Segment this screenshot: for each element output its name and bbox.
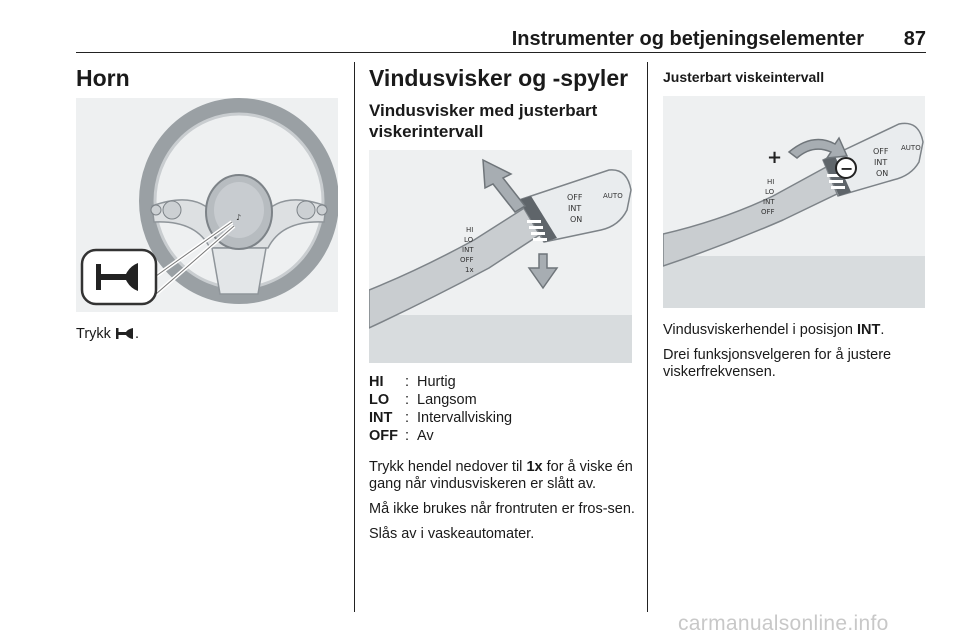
wipers-subheading: Vindusvisker med justerbart viskerintervall: [369, 101, 598, 141]
arrow-down-icon: [529, 254, 557, 288]
svg-text:ON: ON: [876, 169, 889, 178]
single-wipe-text: Trykk hendel nedover til 1x for å viske én gang når vindusviskeren er slått av.: [369, 459, 633, 492]
svg-text:INT: INT: [763, 198, 775, 206]
svg-text:♪: ♪: [236, 213, 242, 222]
svg-text:INT: INT: [874, 158, 888, 167]
svg-text:OFF: OFF: [761, 208, 775, 216]
arrow-up-icon: [483, 160, 525, 212]
interval-selector-illustration: [663, 96, 925, 308]
position-row: INT : Intervallvisking: [369, 410, 513, 426]
plus-sign: +: [767, 147, 783, 168]
horn-instruction: Trykk .: [76, 326, 139, 342]
svg-text:INT: INT: [568, 204, 582, 213]
car-wash-note: Slås av i vaskeautomater.: [369, 526, 535, 542]
svg-text:OFF: OFF: [873, 147, 889, 156]
svg-text:HI: HI: [466, 226, 474, 234]
svg-text:LO: LO: [765, 188, 775, 196]
adjust-frequency-text: Drei funksjonsvelgeren for å justere viskerfrekvensen.: [663, 347, 892, 380]
wiper-positions-list: [369, 373, 635, 445]
interval-subheading: Justerbart viskeintervall: [663, 69, 825, 85]
svg-text:LO: LO: [464, 236, 474, 244]
column-wipers: [369, 64, 635, 551]
wipers-heading: Vindusvisker og -spyler: [369, 65, 629, 91]
svg-text:AUTO: AUTO: [603, 192, 623, 200]
svg-text:INT: INT: [462, 246, 474, 254]
interval-selector-figure: [663, 96, 925, 308]
svg-text:ON: ON: [570, 215, 583, 224]
svg-text:1x: 1x: [465, 266, 474, 274]
frozen-windshield-warning: Må ikke brukes når frontruten er fros-sen.: [369, 501, 635, 517]
minus-sign: −: [840, 159, 854, 178]
position-row: OFF : Av: [369, 428, 434, 444]
position-row: LO : Langsom: [369, 392, 477, 408]
svg-text:OFF: OFF: [460, 256, 474, 264]
wiper-lever-illustration: [369, 150, 632, 363]
horn-heading: Horn: [76, 65, 130, 91]
column-divider-2: [647, 62, 648, 612]
wiper-lever-figure: [369, 150, 632, 363]
header-rule: [76, 52, 926, 53]
int-position-text: Vindusviskerhendel i posisjon INT.: [663, 322, 885, 338]
position-row: HI : Hurtig: [369, 374, 456, 390]
column-horn: [76, 64, 338, 351]
column-interval: [663, 64, 927, 389]
page-number: 87: [903, 28, 926, 50]
header-title: Instrumenter og betjeningselementer: [511, 28, 864, 50]
rotate-arrow-icon: [789, 138, 847, 158]
steering-wheel-illustration: [76, 98, 338, 312]
watermark: carmanualsonline.info: [678, 612, 889, 635]
page-header: [76, 28, 926, 52]
svg-text:AUTO: AUTO: [901, 144, 921, 152]
column-divider-1: [354, 62, 355, 612]
horn-icon: [115, 327, 135, 340]
svg-text:HI: HI: [767, 178, 775, 186]
svg-text:OFF: OFF: [567, 193, 583, 202]
steering-wheel-figure: [76, 98, 338, 312]
